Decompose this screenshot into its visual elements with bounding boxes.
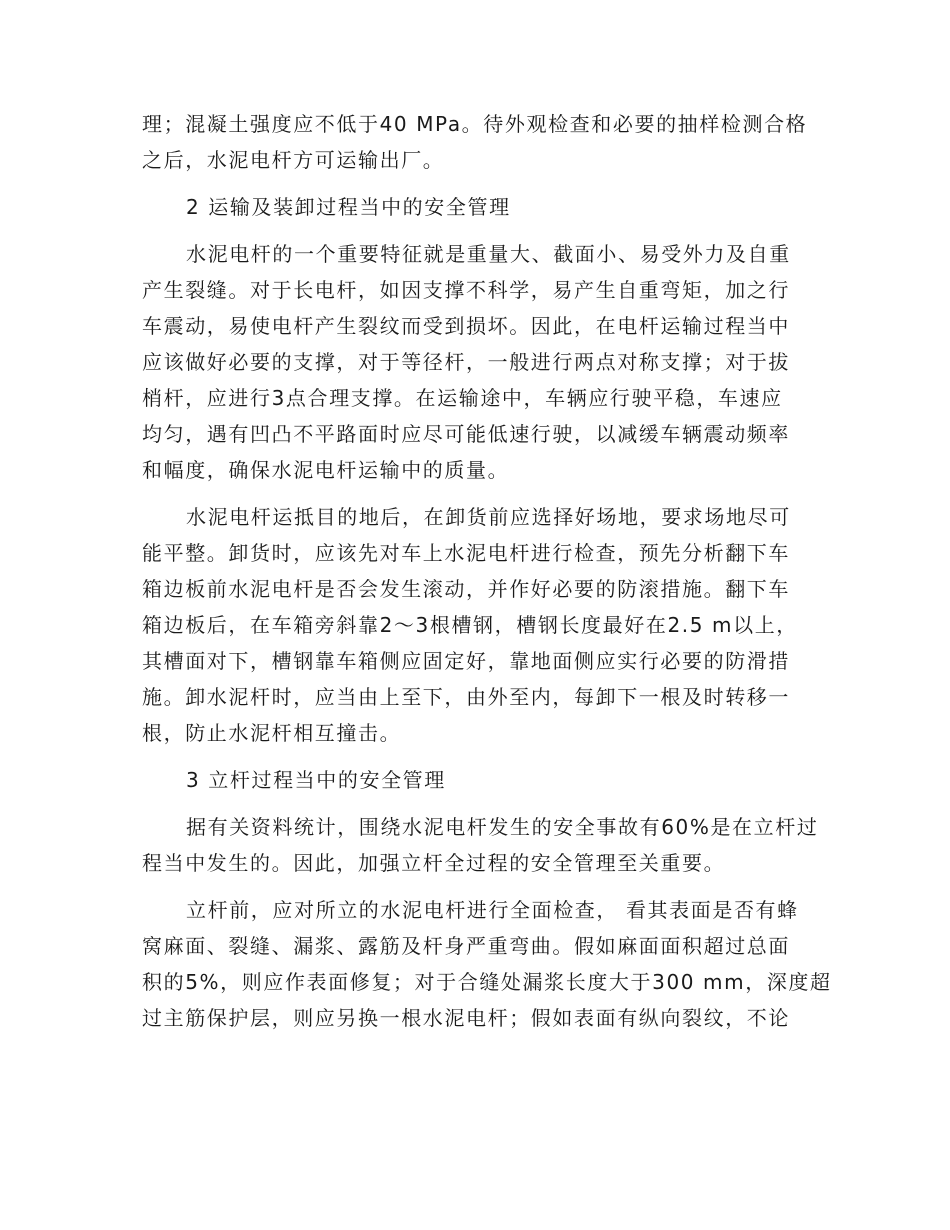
text-line: 水泥电杆运抵目的地后，在卸货前应选择好场地，要求场地尽可 (186, 505, 791, 529)
text-line: 之后，水泥电杆方可运输出厂。 (142, 148, 445, 172)
text-line: 能平整。卸货时，应该先对车上水泥电杆进行检查，预先分析翻下车 (142, 541, 790, 565)
text-line: 立杆前，应对所立的水泥电杆进行全面检查， 看其表面是否有蜂 (186, 898, 799, 922)
text-line: 车震动，易使电杆产生裂纹而受到损坏。因此，在电杆运输过程当中 (142, 314, 790, 338)
text-line: 箱边板前水泥电杆是否会发生滚动，并作好必要的防滚措施。翻下车 (142, 577, 790, 601)
paragraph-pre-erection-inspection (142, 892, 832, 1036)
text-line: 理；混凝土强度应不低于40 MPa。待外观检查和必要的抽样检测合格 (142, 112, 808, 136)
text-line: 梢杆，应进行3点合理支撑。在运输途中，车辆应行驶平稳，车速应 (142, 386, 783, 410)
text-line: 均匀，遇有凹凸不平路面时应尽可能低速行驶，以减缓车辆震动频率 (142, 422, 790, 446)
text-line: 积的5%，则应作表面修复；对于合缝处漏浆长度大于300 mm，深度超 (142, 970, 832, 994)
text-line: 据有关资料统计，围绕水泥电杆发生的安全事故有60%是在立杆过 (186, 815, 819, 839)
text-line: 施。卸水泥杆时，应当由上至下，由外至内，每卸下一根及时转移一 (142, 685, 790, 709)
text-line: 根，防止水泥杆相互撞击。 (142, 721, 402, 745)
paragraph-transport-support (142, 236, 810, 488)
text-line: 水泥电杆的一个重要特征就是重量大、截面小、易受外力及自重 (186, 242, 791, 266)
text-line: 产生裂缝。对于长电杆，如因支撑不科学，易产生自重弯矩，加之行 (142, 278, 790, 302)
paragraph-concrete-strength (142, 106, 810, 178)
text-line: 其槽面对下，槽钢靠车箱侧应固定好，靠地面侧应实行必要的防滑措 (142, 649, 790, 673)
section-heading-3: 3 立杆过程当中的安全管理 (186, 768, 446, 792)
text-line: 过主筋保护层，则应另换一根水泥电杆；假如表面有纵向裂纹，不论 (142, 1006, 790, 1030)
section-heading-2: 2 运输及装卸过程当中的安全管理 (186, 195, 511, 219)
text-line: 和幅度，确保水泥电杆运输中的质量。 (142, 458, 510, 482)
paragraph-accident-statistics (142, 809, 819, 881)
text-line: 应该做好必要的支撑，对于等径杆，一般进行两点对称支撑；对于拔 (142, 350, 790, 374)
text-line: 窝麻面、裂缝、漏浆、露筋及杆身严重弯曲。假如麻面面积超过总面 (142, 934, 790, 958)
text-line: 箱边板后，在车箱旁斜靠2～3根槽钢，槽钢长度最好在2.5 m以上， (142, 613, 798, 637)
text-line: 程当中发生的。因此，加强立杆全过程的安全管理至关重要。 (142, 851, 726, 875)
paragraph-unloading (142, 499, 810, 751)
document-body (142, 106, 832, 1047)
